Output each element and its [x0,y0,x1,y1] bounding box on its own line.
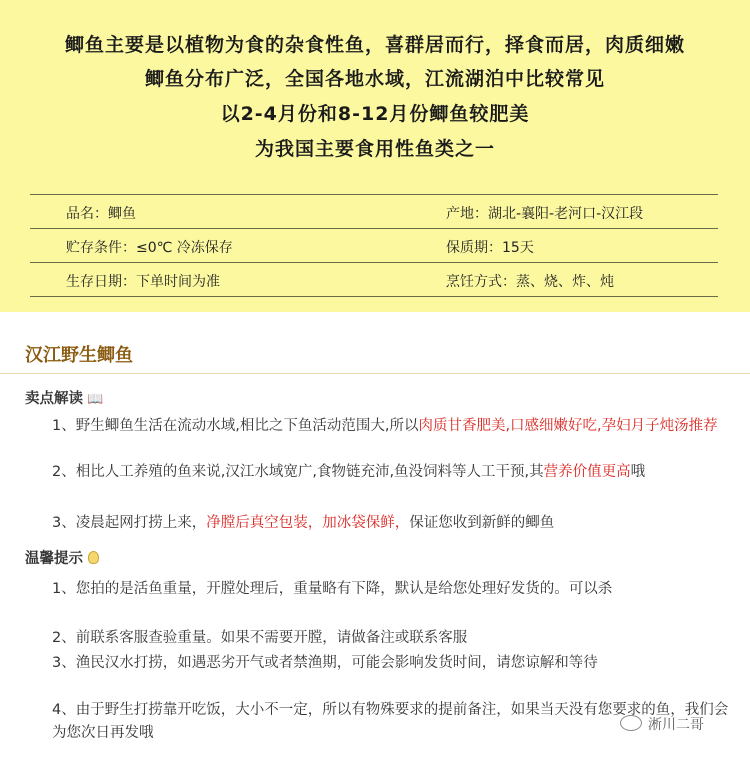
tip-4: 4、由于野生打捞靠开吃饭，大小不一定，所以有物殊要求的提前备注，如果当天没有您要求的鱼，我们会为您次日再发哦 [52,702,729,741]
spec-name: 品名：鲫鱼 [66,206,136,222]
lightbulb-icon [88,551,99,564]
book-icon: 📖 [87,392,104,407]
info-banner [0,0,750,312]
spec-shelf-life: 保质期：15天 [446,240,534,256]
selling-point-1 [52,415,732,438]
spec-row [30,229,718,262]
selling-point-text: 3、凌晨起网打捞上来， [52,515,207,531]
tips-title: 温馨提示 [25,551,83,567]
selling-point-highlight: 肉质甘香肥美,口感细嫩好吃,孕妇月子炖汤推荐 [418,418,718,434]
tip-3: 3、渔民汉水打捞，如遇恶劣开气或者禁渔期，可能会影响发货时间，请您谅解和等待 [52,655,598,671]
spec-storage: 贮存条件：≤0℃ 冷冻保存 [66,240,233,256]
banner-line-2: 鲫鱼分布广泛，全国各地水域，江流湖泊中比较常见 [144,68,605,90]
selling-point-text: 1、野生鲫鱼生活在流动水域,相比之下鱼活动范围大,所以 [52,418,419,434]
watermark [620,714,704,734]
selling-point-text: 保证您收到新鲜的鲫鱼 [409,515,555,531]
tips-heading [25,547,99,568]
banner-line-4: 为我国主要食用性鱼类之一 [254,138,495,160]
banner-line-1: 鲫鱼主要是以植物为食的杂食性鱼，喜群居而行，择食而居，肉质细嫩 [64,34,685,56]
spec-origin: 产地：湖北-襄阳-老河口-汉江段 [446,206,644,222]
selling-point-highlight: 净膛后真空包装，加冰袋保鲜， [206,515,410,531]
selling-point-text: 哦 [630,464,646,480]
watermark-text: 淅川二哥 [648,717,704,733]
spec-table [30,194,718,297]
section-divider [0,373,750,374]
selling-point-3 [52,512,732,535]
tip-2: 2、前联系客服查验重量。如果不需要开膛，请做备注或联系客服 [52,630,468,646]
selling-point-2 [52,461,732,484]
spec-cooking: 烹饪方式：蒸、烧、炸、炖 [446,274,614,290]
selling-point-highlight: 营养价值更高 [543,464,631,480]
selling-points-heading [25,387,103,408]
banner-line-3: 以2-4月份和8-12月份鲫鱼较肥美 [220,103,530,125]
selling-point-text: 2、相比人工养殖的鱼来说,汉江水域宽广,食物链充沛,鱼没饲料等人工干预,其 [52,464,544,480]
spec-row [30,263,718,296]
divider [30,296,718,297]
spec-row [30,195,718,228]
selling-points-title: 卖点解读 [25,391,83,407]
wechat-icon [620,715,642,731]
spec-date: 生存日期：下单时间为准 [66,274,220,290]
tip-1: 1、您拍的是活鱼重量，开膛处理后，重量略有下降，默认是给您处理好发货的。可以杀 [52,581,613,597]
section-title: 汉江野生鲫鱼 [25,345,133,366]
